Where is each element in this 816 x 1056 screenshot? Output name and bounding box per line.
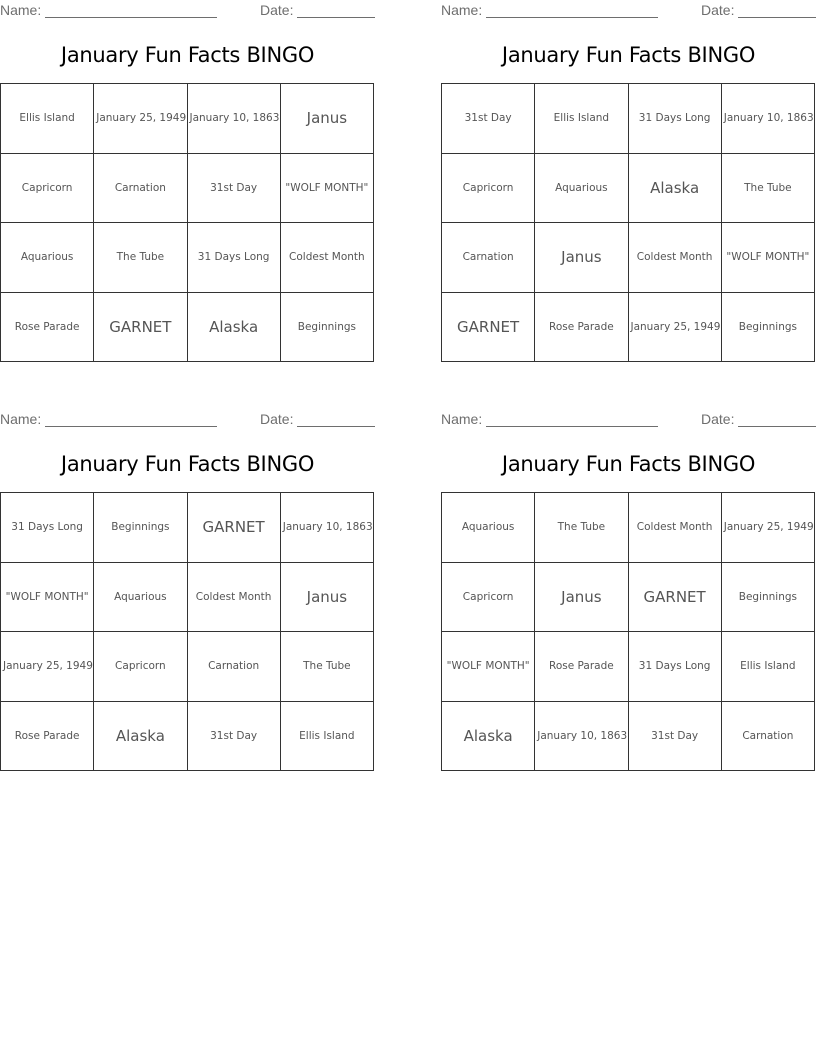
bingo-cell: 31 Days Long <box>187 223 280 293</box>
date-blank-line <box>738 426 816 427</box>
bingo-cell: Beginnings <box>721 292 814 362</box>
bingo-cell: January 25, 1949 <box>628 292 721 362</box>
name-label: Name: <box>441 2 483 18</box>
bingo-cell: Beginnings <box>721 562 814 632</box>
name-label: Name: <box>0 411 42 427</box>
bingo-cell: Aquarious <box>442 493 535 563</box>
bingo-cell: The Tube <box>721 153 814 223</box>
date-label: Date: <box>260 2 294 18</box>
grid-row <box>1 562 374 632</box>
bingo-cell: Aquarious <box>94 562 187 632</box>
bingo-cell: Rose Parade <box>1 701 94 771</box>
grid-row <box>442 493 815 563</box>
bingo-cell: Beginnings <box>280 292 373 362</box>
bingo-cell: Alaska <box>187 292 280 362</box>
bingo-cell: "WOLF MONTH" <box>1 562 94 632</box>
bingo-cell: January 10, 1863 <box>721 84 814 154</box>
bingo-cell: January 10, 1863 <box>535 701 628 771</box>
bingo-cell: Janus <box>535 562 628 632</box>
grid-row <box>442 223 815 293</box>
grid-row <box>442 701 815 771</box>
bingo-cell: Janus <box>280 84 373 154</box>
bingo-cell: Capricorn <box>442 153 535 223</box>
grid-row <box>1 292 374 362</box>
grid-row <box>442 632 815 702</box>
bingo-grid <box>441 492 815 771</box>
bingo-cell: Rose Parade <box>535 632 628 702</box>
grid-row <box>1 153 374 223</box>
card-title: January Fun Facts BINGO <box>501 43 756 67</box>
grid-row <box>1 223 374 293</box>
bingo-cell: January 25, 1949 <box>721 493 814 563</box>
bingo-cell: The Tube <box>280 632 373 702</box>
bingo-cell: The Tube <box>535 493 628 563</box>
bingo-cell: Aquarious <box>1 223 94 293</box>
bingo-card-1 <box>0 0 375 380</box>
bingo-grid <box>441 83 815 362</box>
date-label: Date: <box>701 411 735 427</box>
bingo-cell: Aquarious <box>535 153 628 223</box>
bingo-cell: GARNET <box>628 562 721 632</box>
bingo-cell: "WOLF MONTH" <box>721 223 814 293</box>
bingo-cell: 31st Day <box>628 701 721 771</box>
bingo-cell: Ellis Island <box>721 632 814 702</box>
bingo-card-4 <box>441 409 816 789</box>
bingo-cell: Capricorn <box>1 153 94 223</box>
bingo-cell: Beginnings <box>94 493 187 563</box>
bingo-cell: 31st Day <box>187 153 280 223</box>
bingo-cell: Carnation <box>187 632 280 702</box>
bingo-cell: Ellis Island <box>1 84 94 154</box>
bingo-cell: 31 Days Long <box>628 632 721 702</box>
bingo-cell: Capricorn <box>94 632 187 702</box>
name-label: Name: <box>441 411 483 427</box>
name-blank-line <box>486 426 658 427</box>
bingo-cell: Carnation <box>721 701 814 771</box>
card-title: January Fun Facts BINGO <box>501 452 756 476</box>
bingo-cell: Alaska <box>94 701 187 771</box>
date-label: Date: <box>701 2 735 18</box>
bingo-cell: Carnation <box>442 223 535 293</box>
bingo-cell: 31 Days Long <box>1 493 94 563</box>
bingo-cell: Capricorn <box>442 562 535 632</box>
grid-row <box>442 562 815 632</box>
name-label: Name: <box>0 2 42 18</box>
bingo-cell: Janus <box>535 223 628 293</box>
name-blank-line <box>486 17 658 18</box>
bingo-cell: January 25, 1949 <box>1 632 94 702</box>
date-blank-line <box>297 426 375 427</box>
bingo-cell: Alaska <box>442 701 535 771</box>
name-date-row <box>441 411 816 429</box>
date-blank-line <box>297 17 375 18</box>
grid-row <box>442 84 815 154</box>
bingo-cell: Coldest Month <box>628 493 721 563</box>
bingo-card-2 <box>441 0 816 380</box>
bingo-cell: Alaska <box>628 153 721 223</box>
bingo-cell: Ellis Island <box>280 701 373 771</box>
grid-row <box>1 84 374 154</box>
bingo-cell: Rose Parade <box>1 292 94 362</box>
bingo-cell: GARNET <box>94 292 187 362</box>
bingo-grid <box>0 83 374 362</box>
bingo-cell: January 10, 1863 <box>280 493 373 563</box>
bingo-cell: January 10, 1863 <box>187 84 280 154</box>
bingo-cell: January 25, 1949 <box>94 84 187 154</box>
bingo-card-3 <box>0 409 375 789</box>
name-date-row <box>0 411 375 429</box>
grid-row <box>442 153 815 223</box>
grid-row <box>1 701 374 771</box>
date-blank-line <box>738 17 816 18</box>
name-date-row <box>0 2 375 20</box>
bingo-cell: "WOLF MONTH" <box>280 153 373 223</box>
bingo-cell: 31st Day <box>187 701 280 771</box>
grid-row <box>1 493 374 563</box>
bingo-grid <box>0 492 374 771</box>
name-blank-line <box>45 426 217 427</box>
bingo-cell: Coldest Month <box>628 223 721 293</box>
bingo-cell: Coldest Month <box>187 562 280 632</box>
grid-row <box>1 632 374 702</box>
bingo-cell: GARNET <box>442 292 535 362</box>
bingo-cell: The Tube <box>94 223 187 293</box>
bingo-cell: Ellis Island <box>535 84 628 154</box>
bingo-cell: GARNET <box>187 493 280 563</box>
name-date-row <box>441 2 816 20</box>
bingo-cell: Carnation <box>94 153 187 223</box>
name-blank-line <box>45 17 217 18</box>
bingo-cell: Rose Parade <box>535 292 628 362</box>
bingo-cell: "WOLF MONTH" <box>442 632 535 702</box>
bingo-cell: 31st Day <box>442 84 535 154</box>
bingo-cell: Coldest Month <box>280 223 373 293</box>
card-title: January Fun Facts BINGO <box>60 452 315 476</box>
bingo-cell: Janus <box>280 562 373 632</box>
date-label: Date: <box>260 411 294 427</box>
card-title: January Fun Facts BINGO <box>60 43 315 67</box>
grid-row <box>442 292 815 362</box>
bingo-cell: 31 Days Long <box>628 84 721 154</box>
